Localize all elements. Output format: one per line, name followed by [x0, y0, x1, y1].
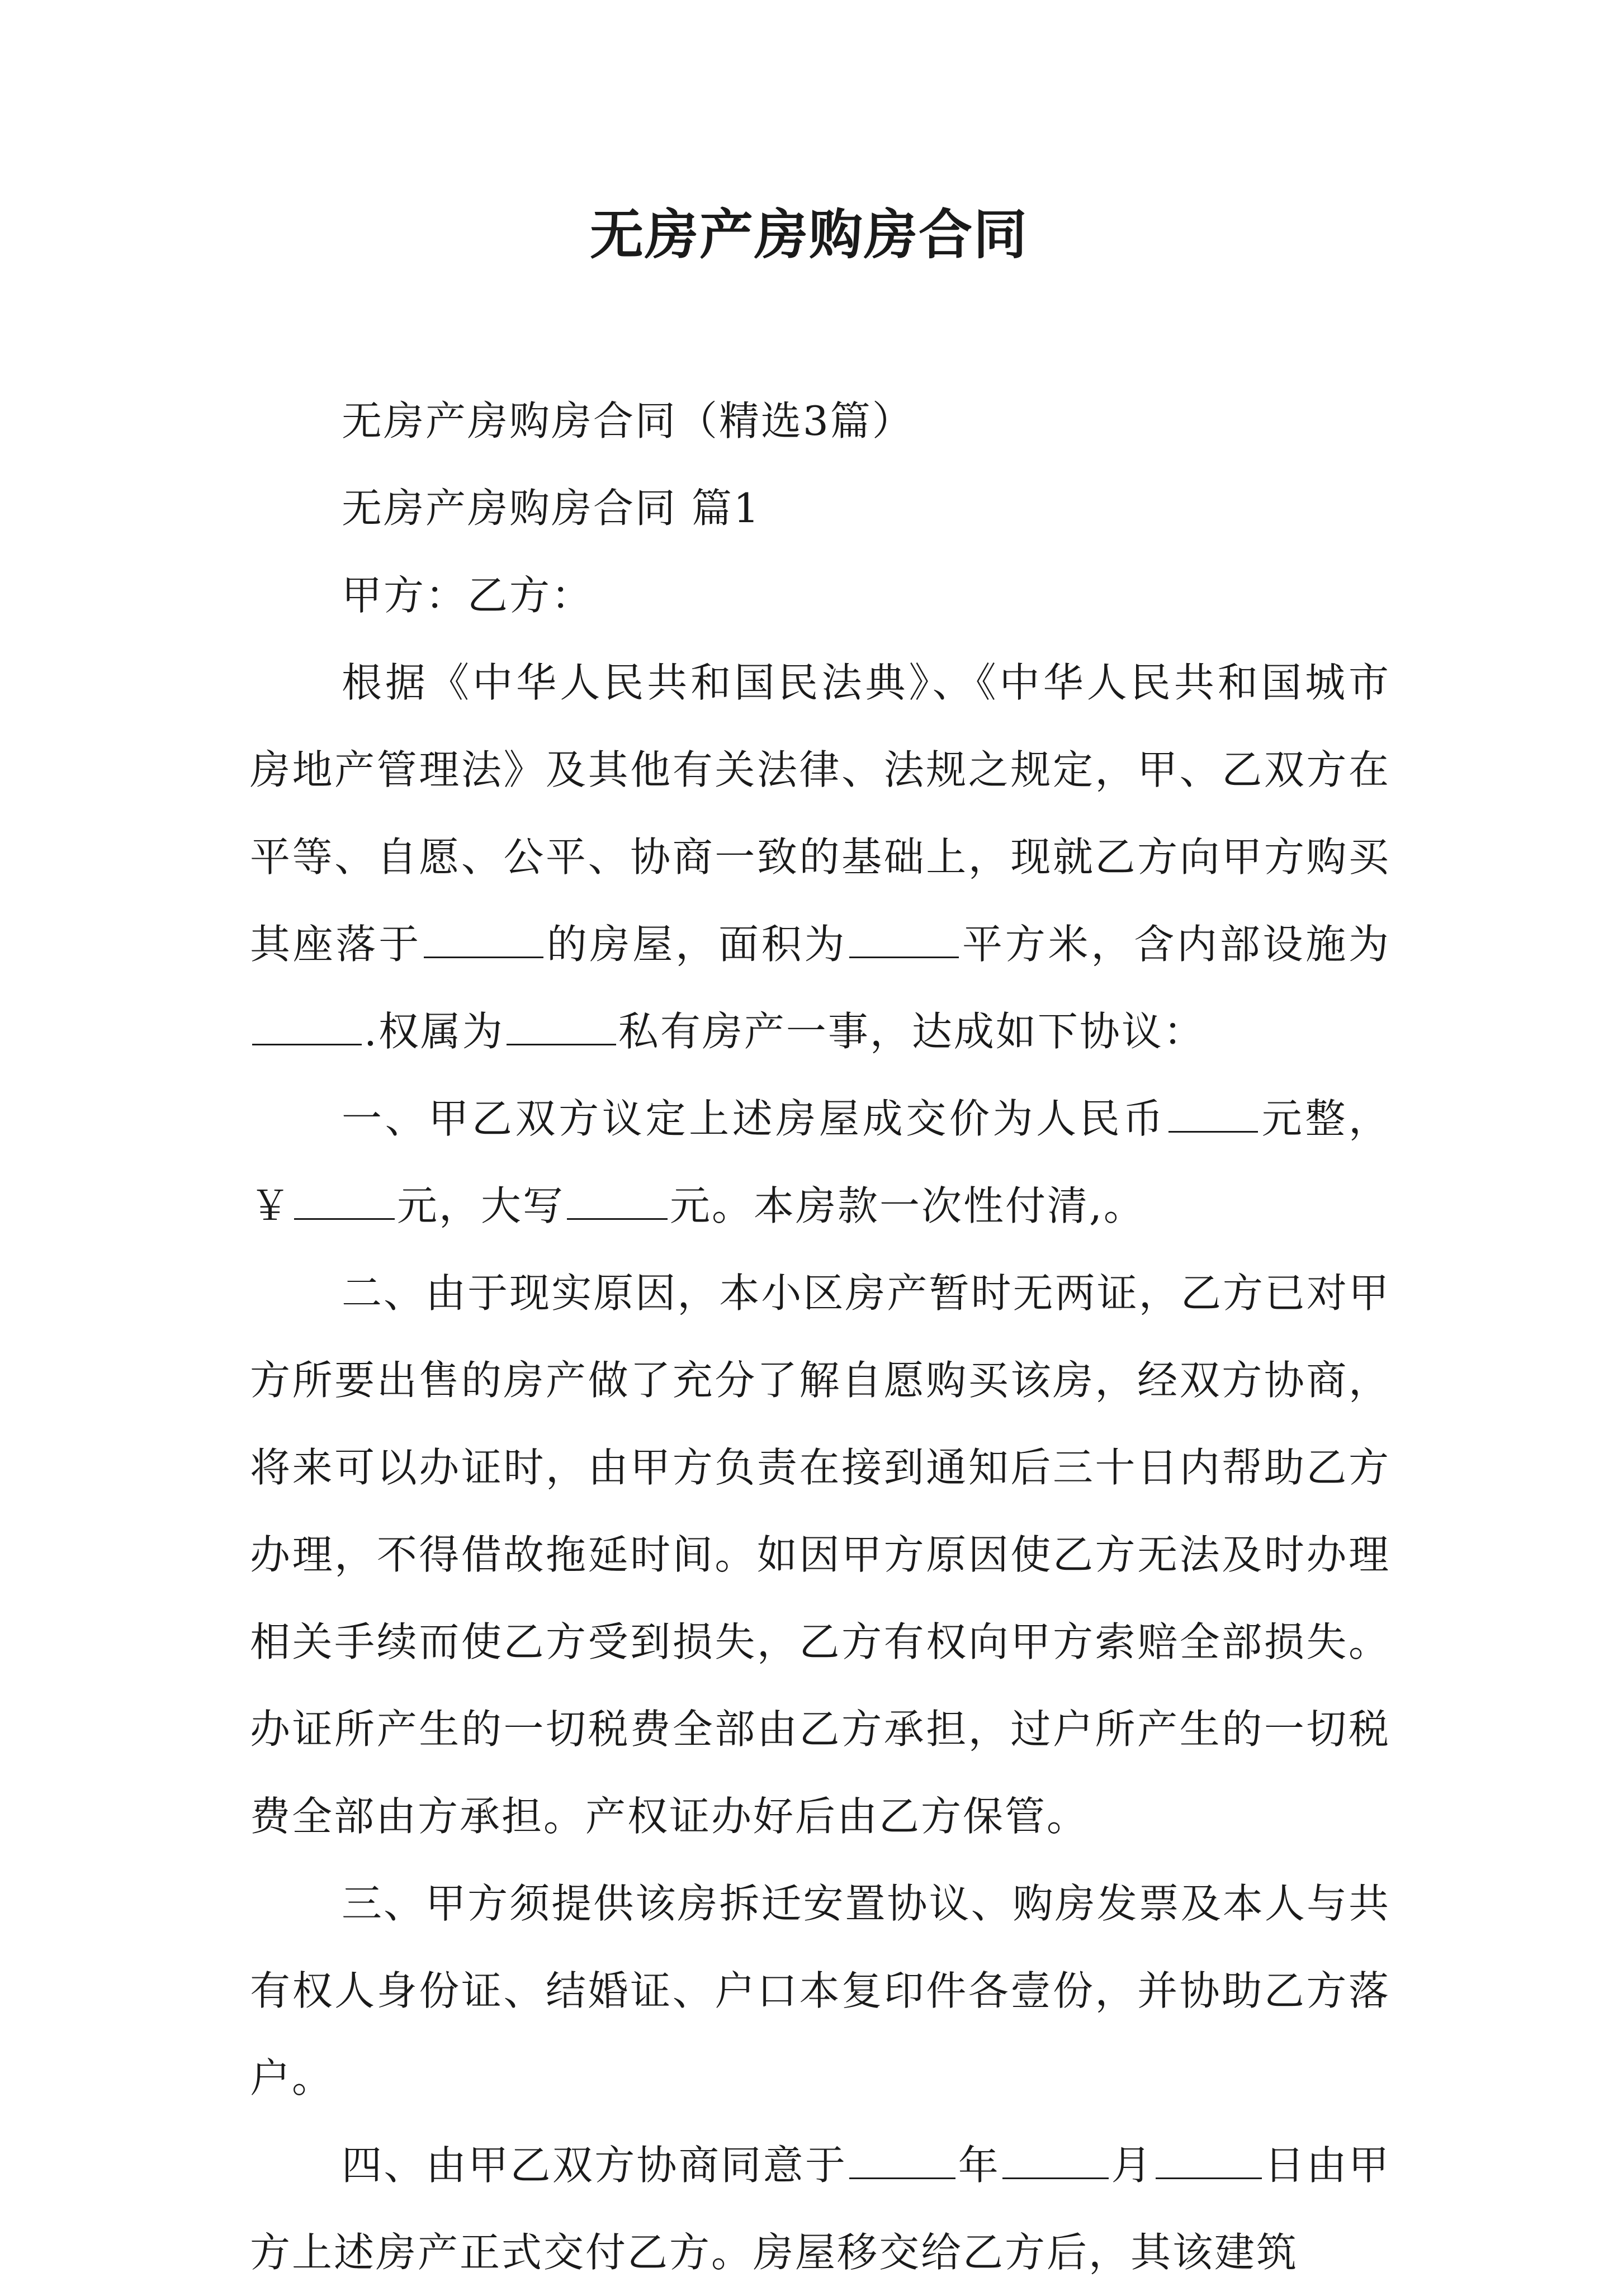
day-blank	[1156, 2141, 1262, 2179]
clause-1-text-2: 元整，￥	[250, 1095, 1390, 1229]
clause-3-paragraph: 三、甲方须提供该房拆迁安置协议、购房发票及本人与共有权人身份证、结婚证、户口本复印件各壹份，并协助乙方落户。	[250, 1880, 1390, 2101]
document-body	[250, 377, 1390, 2296]
year-blank	[849, 2141, 955, 2179]
intro-text-1: 根据《中华人民共和国民法典》、《中华人民共和国城市房地产管理法》及其他有关法律、法规之规定，甲、乙双方在平等、自愿、公平、协商一致的基础上，现就乙方向甲方购买其座落于	[250, 659, 1390, 968]
parties-line: 甲方：乙方：	[342, 572, 594, 619]
document-title: 无房产房购房合同	[590, 203, 1028, 266]
month-blank	[1002, 2141, 1109, 2179]
intro-text-3: 平方米，含内部设施为	[961, 921, 1390, 968]
facilities-blank	[252, 1007, 362, 1045]
clause-1-paragraph	[250, 1075, 1390, 1249]
clause-4-paragraph	[250, 2122, 1390, 2296]
clause-1-text-4: 元。本房款一次性付清,。	[670, 1182, 1146, 1229]
intro-paragraph	[250, 639, 1390, 1075]
price-blank	[1168, 1094, 1258, 1133]
clause-4-text-1: 四、由甲乙双方协商同意于	[342, 2142, 848, 2189]
section-heading: 无房产房购房合同 篇1	[342, 485, 761, 532]
clause-4-text-4: 日由甲方上述房产正式交付乙方。房屋移交给乙方后，其该建筑	[250, 2142, 1390, 2276]
price-number-blank	[294, 1181, 395, 1220]
location-blank	[424, 920, 543, 958]
area-blank	[849, 920, 959, 958]
document-subtitle: 无房产房购房合同（精选3篇）	[342, 397, 914, 444]
clause-1-text-1: 一、甲乙双方议定上述房屋成交价为人民币	[342, 1095, 1167, 1142]
price-capital-blank	[567, 1181, 668, 1220]
clause-2-paragraph: 二、由于现实原因，本小区房产暂时无两证，乙方已对甲方所要出售的房产做了充分了解自愿购买该房，经双方协商，将来可以办证时，由甲方负责在接到通知后三十日内帮助乙方办理，不得借故拖延时间。如因甲方原因使乙方无法及时办理相关手续而使乙方受到损失，乙方有权向甲方索赔全部损失。办证所产生的一切税费全部由乙方承担，过户所产生的一切税费全部由方承担。产权证办好后由乙方保管。	[250, 1270, 1390, 1840]
intro-text-5: 私有房产一事，达成如下协议：	[618, 1008, 1205, 1055]
ownership-blank	[507, 1007, 616, 1045]
clause-4-text-2: 年	[958, 2142, 1001, 2189]
clause-1-text-3: 元，大写	[397, 1182, 565, 1229]
clause-4-text-3: 月	[1111, 2142, 1153, 2189]
intro-text-2: 的房屋，面积为	[546, 921, 848, 968]
intro-text-4: .权属为	[364, 1008, 504, 1055]
